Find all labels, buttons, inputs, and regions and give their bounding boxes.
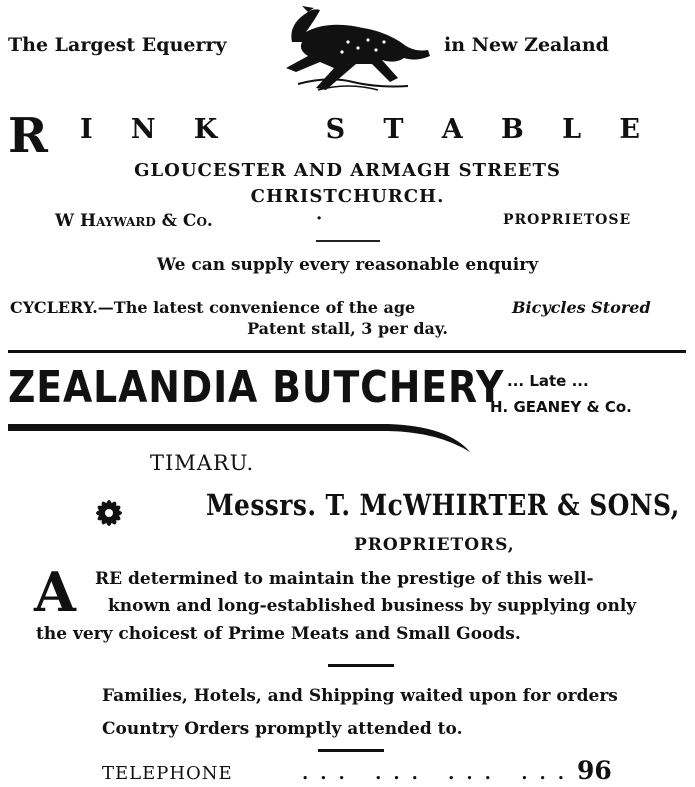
flower-ornament-icon [88, 492, 130, 534]
telephone-leader-dots: ... ... ... ... [302, 763, 576, 784]
country-orders-line: Country Orders promptly attended to. [102, 719, 463, 739]
bicycles-stored: Bicycles Stored [512, 298, 651, 317]
body-line: RE determined to maintain the prestige of this well- [95, 569, 594, 589]
telephone-label: TELEPHONE [102, 763, 233, 784]
title-initial: R [8, 108, 48, 164]
body-line: known and long-established business by supplying only [108, 596, 637, 616]
body-line: the very choicest of Prime Meats and Small Goods. [36, 624, 521, 644]
title-letter: K [193, 114, 218, 145]
title-letter: A [441, 114, 463, 145]
title-letter: I [80, 114, 93, 145]
late-label: ... Late ... [507, 372, 589, 390]
proprietors-heading: PROPRIETORS, [354, 535, 515, 555]
owner-name: W Hayward & Co. [55, 211, 213, 231]
late-owner-name: H. GEANEY & Co. [490, 398, 632, 416]
tagline-right: in New Zealand [444, 34, 609, 56]
tagline-left: The Largest Equerry [8, 34, 227, 56]
telephone-number: 96 [577, 756, 612, 785]
title-letter: E [619, 114, 640, 145]
drop-cap: A [34, 560, 76, 624]
city-line: CHRISTCHURCH. [250, 186, 445, 207]
short-rule [318, 749, 384, 752]
title-letter: N [130, 114, 156, 145]
butchery-title: ZEALANDIA BUTCHERY [8, 362, 505, 413]
enquiry-line: We can supply every reasonable enquiry [156, 255, 539, 275]
families-line: Families, Hotels, and Shipping waited upon for orders [102, 686, 618, 706]
horse-icon [258, 2, 438, 102]
section-divider [8, 350, 686, 353]
short-rule [328, 664, 394, 667]
separator-dot: · [316, 208, 323, 229]
town-name: TIMARU. [150, 451, 255, 475]
small-rule [316, 240, 380, 242]
proprietors-label: PROPRIETOSE [503, 212, 632, 228]
rink-stable-title [80, 114, 640, 145]
owners-line: Messrs. T. McWHIRTER & SONS, [206, 488, 680, 522]
title-letter: S [325, 114, 346, 145]
cyclery-line: CYCLERY.—The latest convenience of the age [10, 298, 416, 317]
title-letter: T [383, 114, 404, 145]
title-letter: B [501, 114, 524, 145]
address-line: GLOUCESTER AND ARMAGH STREETS [134, 160, 561, 181]
title-letter: L [562, 114, 582, 145]
patent-stall-line: Patent stall, 3 per day. [247, 319, 448, 338]
